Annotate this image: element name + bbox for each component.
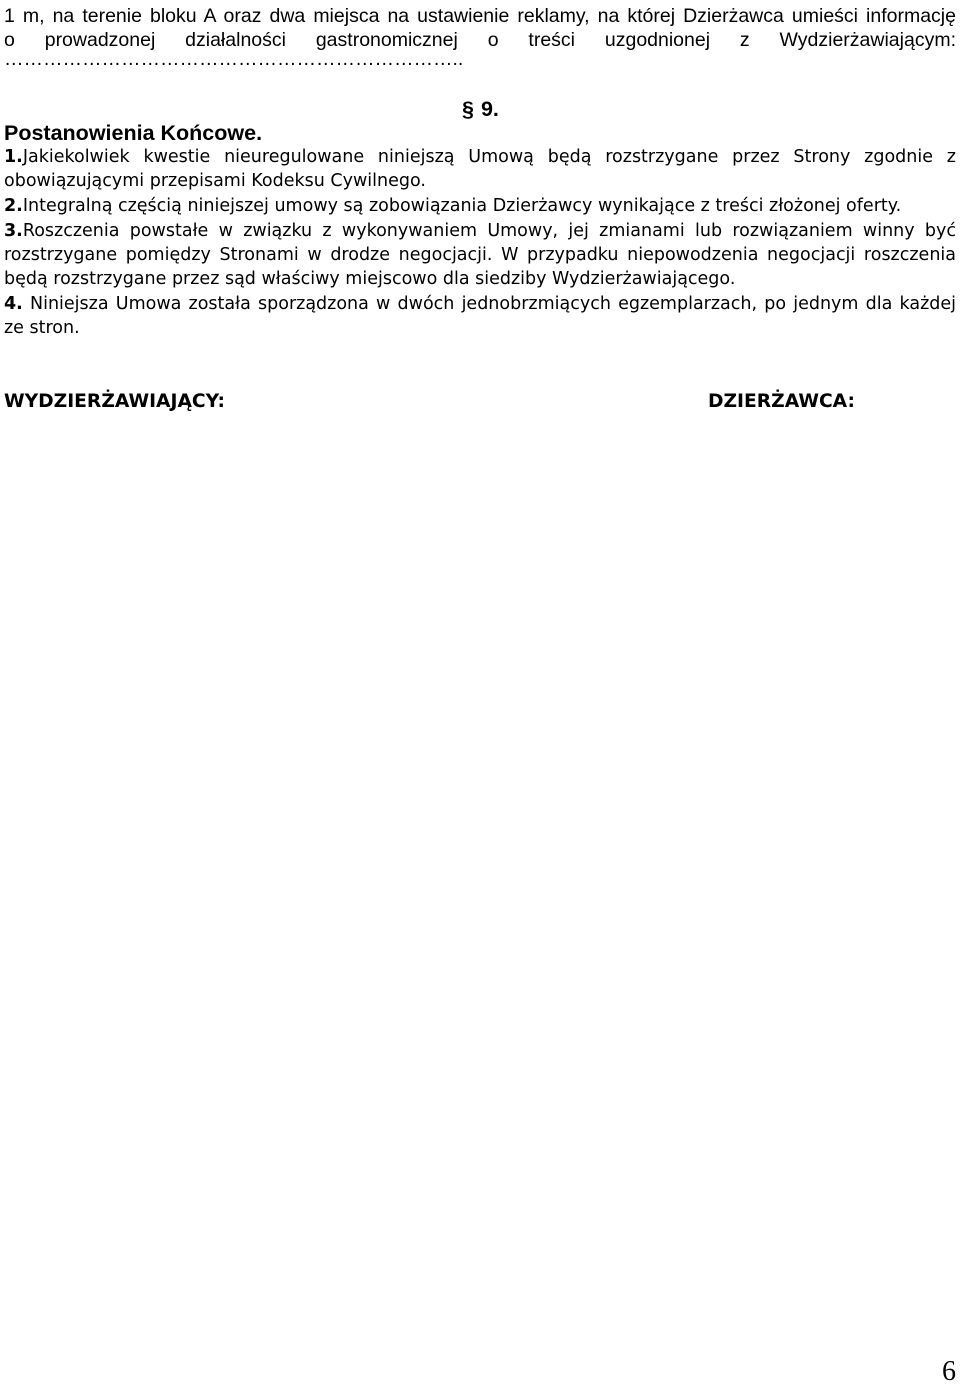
clause-1-line-2: obowiązującymi przepisami Kodeksu Cywilnego. [4,171,426,191]
clause-2-line-1 [4,194,956,218]
clause-3-line-3: będą rozstrzygane przez sąd właściwy miejscowo dla siedziby Wydzierżawiającego. [4,269,736,289]
clause-2-number: 2. [4,196,23,216]
clause-4-number: 4. [4,294,23,314]
intro-line-2: o prowadzonej działalności gastronomicznej o treści uzgodnionej z Wydzierżawiającym: [4,29,956,51]
clause-4-text: Niniejsza Umowa została sporządzona w dwóch jednobrzmiących egzemplarzach, po jednym dla każdej [22,294,956,314]
clause-1-number: 1. [4,147,23,167]
clause-3-number: 3. [4,221,23,241]
clause-2-text: Integralną częścią niniejszej umowy są zobowiązania Dzierżawcy wynikające z treści złożonej oferty. [22,196,902,216]
clause-3-line-2: rozstrzygane pomiędzy Stronami w drodze negocjacji. W przypadku niepowodzenia negocjacji roszczenia [4,245,956,265]
intro-line-1: 1 m, na terenie bloku A oraz dwa miejsca na ustawienie reklamy, na której Dzierżawca umieści informację [4,5,956,27]
section-symbol: § [462,97,474,121]
section-number: 9. [480,97,499,121]
clause-3-text: Roszczenia powstałe w związku z wykonywaniem Umowy, jej zmianami lub rozwiązaniem winny być [22,221,956,241]
signature-label-lessor: WYDZIERŻAWIAJĄCY: [4,391,226,412]
clause-1-line-1 [4,145,956,169]
section-title: Postanowienia Końcowe. [4,121,263,145]
page-number: 6 [942,1356,956,1384]
clause-1-text: Jakiekolwiek kwestie nieuregulowane niniejszą Umową będą rozstrzygane przez Strony zgodnie z [22,147,956,167]
clause-3-line-1 [4,219,956,243]
clause-4-line-2: ze stron. [4,318,80,338]
clause-4-line-1 [4,292,956,316]
signature-label-tenant: DZIERŻAWCA: [708,391,855,412]
section-heading [462,96,499,122]
blank-fill-line: …………………………………………………………….. [4,48,464,70]
